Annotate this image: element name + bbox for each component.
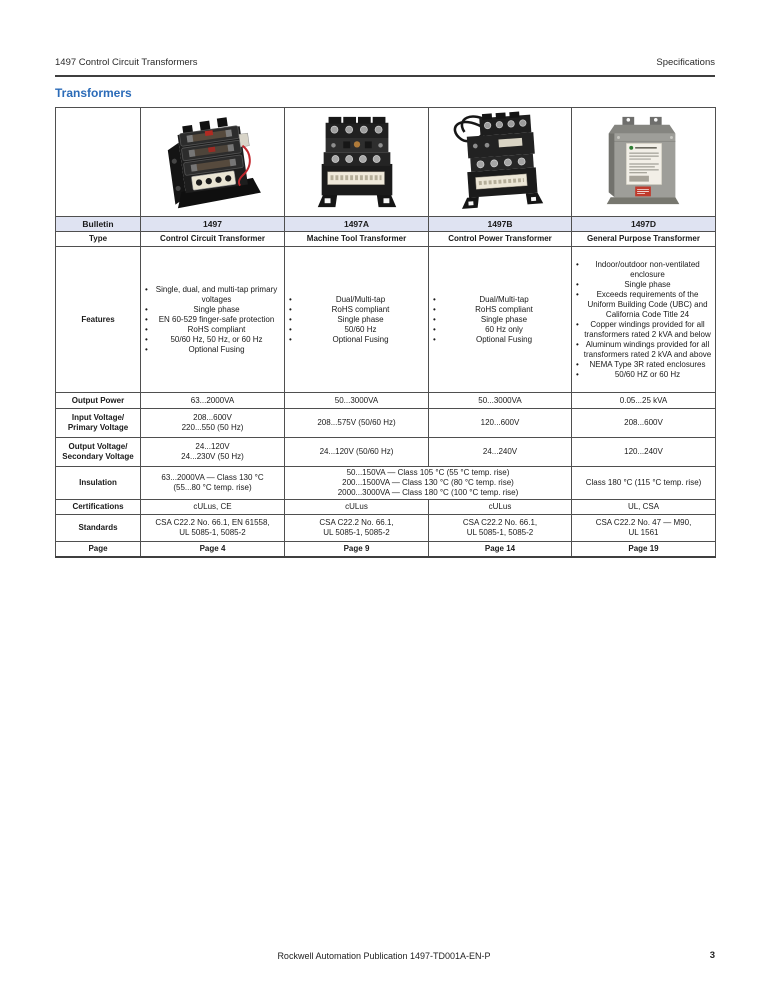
- value-line: 208...600V: [193, 413, 232, 422]
- output-voltage-label: [56, 438, 141, 467]
- feature-item: • RoHS compliant: [432, 305, 568, 315]
- transformer-photo-1497A-icon: [298, 111, 416, 213]
- feature-item: • Exceeds requirements of the Uniform Building Code (UBC) and California Code Title 24: [575, 290, 712, 320]
- page-1497B: Page 14: [429, 542, 572, 557]
- output-voltage-1497: [141, 438, 285, 467]
- output-voltage-label-line2: Secondary Voltage: [62, 452, 134, 461]
- feature-item: • 50/60 HZ or 60 Hz: [575, 370, 712, 380]
- bulletin-1497A: 1497A: [285, 217, 429, 232]
- feature-item: • Single, dual, and multi-tap primary voltages: [144, 285, 281, 305]
- certifications-label: Certifications: [56, 500, 141, 515]
- feature-item: • 60 Hz only: [432, 325, 568, 335]
- type-1497B: Control Power Transformer: [429, 232, 572, 247]
- row-output-voltage: [56, 438, 716, 467]
- bulletin-label: Bulletin: [56, 217, 141, 232]
- page-1497: Page 4: [141, 542, 285, 557]
- standards-1497D: [572, 515, 716, 542]
- running-header: [55, 57, 715, 68]
- feature-item: • Single phase: [288, 315, 425, 325]
- feature-item: • EN 60-529 finger-safe protection: [144, 315, 281, 325]
- features-1497: [141, 247, 285, 393]
- value-line: CSA C22.2 No. 66.1,: [319, 518, 394, 527]
- value-line: 50...150VA — Class 105 °C (55 °C temp. rise): [346, 468, 510, 477]
- feature-item: • Optional Fusing: [432, 335, 568, 345]
- spec-table: [55, 107, 716, 558]
- value-line: 24...230V (50 Hz): [181, 452, 244, 461]
- input-voltage-1497: [141, 409, 285, 438]
- feature-item: • RoHS compliant: [144, 325, 281, 335]
- insulation-label: Insulation: [56, 467, 141, 500]
- page-1497A: Page 9: [285, 542, 429, 557]
- standards-label: Standards: [56, 515, 141, 542]
- section-label: Specifications: [656, 57, 715, 68]
- footer-page-number: 3: [709, 950, 715, 961]
- input-voltage-1497A: 208...575V (50/60 Hz): [285, 409, 429, 438]
- features-1497A: [285, 247, 429, 393]
- type-label: Type: [56, 232, 141, 247]
- row-page: [56, 542, 716, 557]
- value-line: UL 1561: [628, 528, 659, 537]
- output-power-1497D: 0.05...25 kVA: [572, 393, 716, 409]
- row-features: [56, 247, 716, 393]
- certifications-1497D: UL, CSA: [572, 500, 716, 515]
- transformer-photo-1497D-icon: [585, 111, 703, 213]
- footer-publication: Rockwell Automation Publication 1497-TD001A-EN-P: [277, 951, 491, 961]
- certifications-1497A: cULus: [285, 500, 429, 515]
- output-power-1497: 63...2000VA: [141, 393, 285, 409]
- cell-photo-1497D: [572, 108, 716, 217]
- value-line: CSA C22.2 No. 47 — M90,: [595, 518, 692, 527]
- feature-item: • Copper windings provided for all transformers rated 2 kVA and below: [575, 320, 712, 340]
- type-1497: Control Circuit Transformer: [141, 232, 285, 247]
- feature-item: • NEMA Type 3R rated enclosures: [575, 360, 712, 370]
- insulation-1497D: Class 180 °C (115 °C temp. rise): [572, 467, 716, 500]
- feature-item: • Optional Fusing: [288, 335, 425, 345]
- output-voltage-1497D: 120...240V: [572, 438, 716, 467]
- certifications-1497B: cULus: [429, 500, 572, 515]
- doc-title: 1497 Control Circuit Transformers: [55, 57, 198, 68]
- feature-item: • Single phase: [575, 280, 712, 290]
- features-1497B: [429, 247, 572, 393]
- input-voltage-label-line2: Primary Voltage: [67, 423, 129, 432]
- value-line: CSA C22.2 No. 66.1,: [462, 518, 538, 527]
- row-insulation: [56, 467, 716, 500]
- bulletin-1497B: 1497B: [429, 217, 572, 232]
- insulation-1497: [141, 467, 285, 500]
- page-label: Page: [56, 542, 141, 557]
- output-power-1497A: 50...3000VA: [285, 393, 429, 409]
- type-1497D: General Purpose Transformer: [572, 232, 716, 247]
- feature-item: • Single phase: [144, 305, 281, 315]
- row-standards: [56, 515, 716, 542]
- output-power-1497B: 50...3000VA: [429, 393, 572, 409]
- feature-item: • Dual/Multi-tap: [432, 295, 568, 305]
- bulletin-1497: 1497: [141, 217, 285, 232]
- row-type: [56, 232, 716, 247]
- row-output-power: [56, 393, 716, 409]
- output-voltage-label-line1: Output Voltage/: [68, 442, 128, 451]
- features-label: Features: [56, 247, 141, 393]
- value-line: 2000...3000VA — Class 180 °C (100 °C temp. rise): [337, 488, 519, 497]
- features-1497D: [572, 247, 716, 393]
- value-line: (55...80 °C temp. rise): [173, 483, 252, 492]
- cell-photo-1497A: [285, 108, 429, 217]
- page-1497D: Page 19: [572, 542, 716, 557]
- value-line: UL 5085-1, 5085-2: [466, 528, 534, 537]
- row-product-photos: [56, 108, 716, 217]
- feature-item: • Aluminum windings provided for all transformers rated 2 kVA and above: [575, 340, 712, 360]
- row-input-voltage: [56, 409, 716, 438]
- standards-1497A: [285, 515, 429, 542]
- value-line: UL 5085-1, 5085-2: [179, 528, 246, 537]
- output-voltage-1497B: 24...240V: [429, 438, 572, 467]
- input-voltage-label: [56, 409, 141, 438]
- transformer-photo-1497B-icon: [441, 111, 559, 213]
- feature-item: • RoHS compliant: [288, 305, 425, 315]
- input-voltage-1497B: 120...600V: [429, 409, 572, 438]
- feature-item: • 50/60 Hz, 50 Hz, or 60 Hz: [144, 335, 281, 345]
- row-bulletin: [56, 217, 716, 232]
- value-line: 220...550 (50 Hz): [181, 423, 244, 432]
- bulletin-1497D: 1497D: [572, 217, 716, 232]
- feature-item: • Dual/Multi-tap: [288, 295, 425, 305]
- feature-item: • Optional Fusing: [144, 345, 281, 355]
- insulation-1497A-1497B: [285, 467, 572, 500]
- output-voltage-1497A: 24...120V (50/60 Hz): [285, 438, 429, 467]
- standards-1497B: [429, 515, 572, 542]
- value-line: CSA C22.2 No. 66.1, EN 61558,: [155, 518, 270, 527]
- feature-item: • 50/60 Hz: [288, 325, 425, 335]
- value-line: 24...120V: [195, 442, 230, 451]
- standards-1497: [141, 515, 285, 542]
- value-line: UL 5085-1, 5085-2: [323, 528, 390, 537]
- header-rule: [55, 75, 715, 77]
- output-power-label: Output Power: [56, 393, 141, 409]
- transformer-photo-1497-icon: [154, 111, 272, 213]
- value-line: 63...2000VA — Class 130 °C: [161, 473, 264, 482]
- cell-photos-label: [56, 108, 141, 217]
- input-voltage-label-line1: Input Voltage/: [71, 413, 125, 422]
- certifications-1497: cULus, CE: [141, 500, 285, 515]
- feature-item: • Indoor/outdoor non-ventilated enclosure: [575, 260, 712, 280]
- cell-photo-1497: [141, 108, 285, 217]
- row-certifications: [56, 500, 716, 515]
- value-line: 200...1500VA — Class 130 °C (80 °C temp. rise): [342, 478, 514, 487]
- page-title: Transformers: [55, 86, 132, 100]
- feature-item: • Single phase: [432, 315, 568, 325]
- cell-photo-1497B: [429, 108, 572, 217]
- input-voltage-1497D: 208...600V: [572, 409, 716, 438]
- type-1497A: Machine Tool Transformer: [285, 232, 429, 247]
